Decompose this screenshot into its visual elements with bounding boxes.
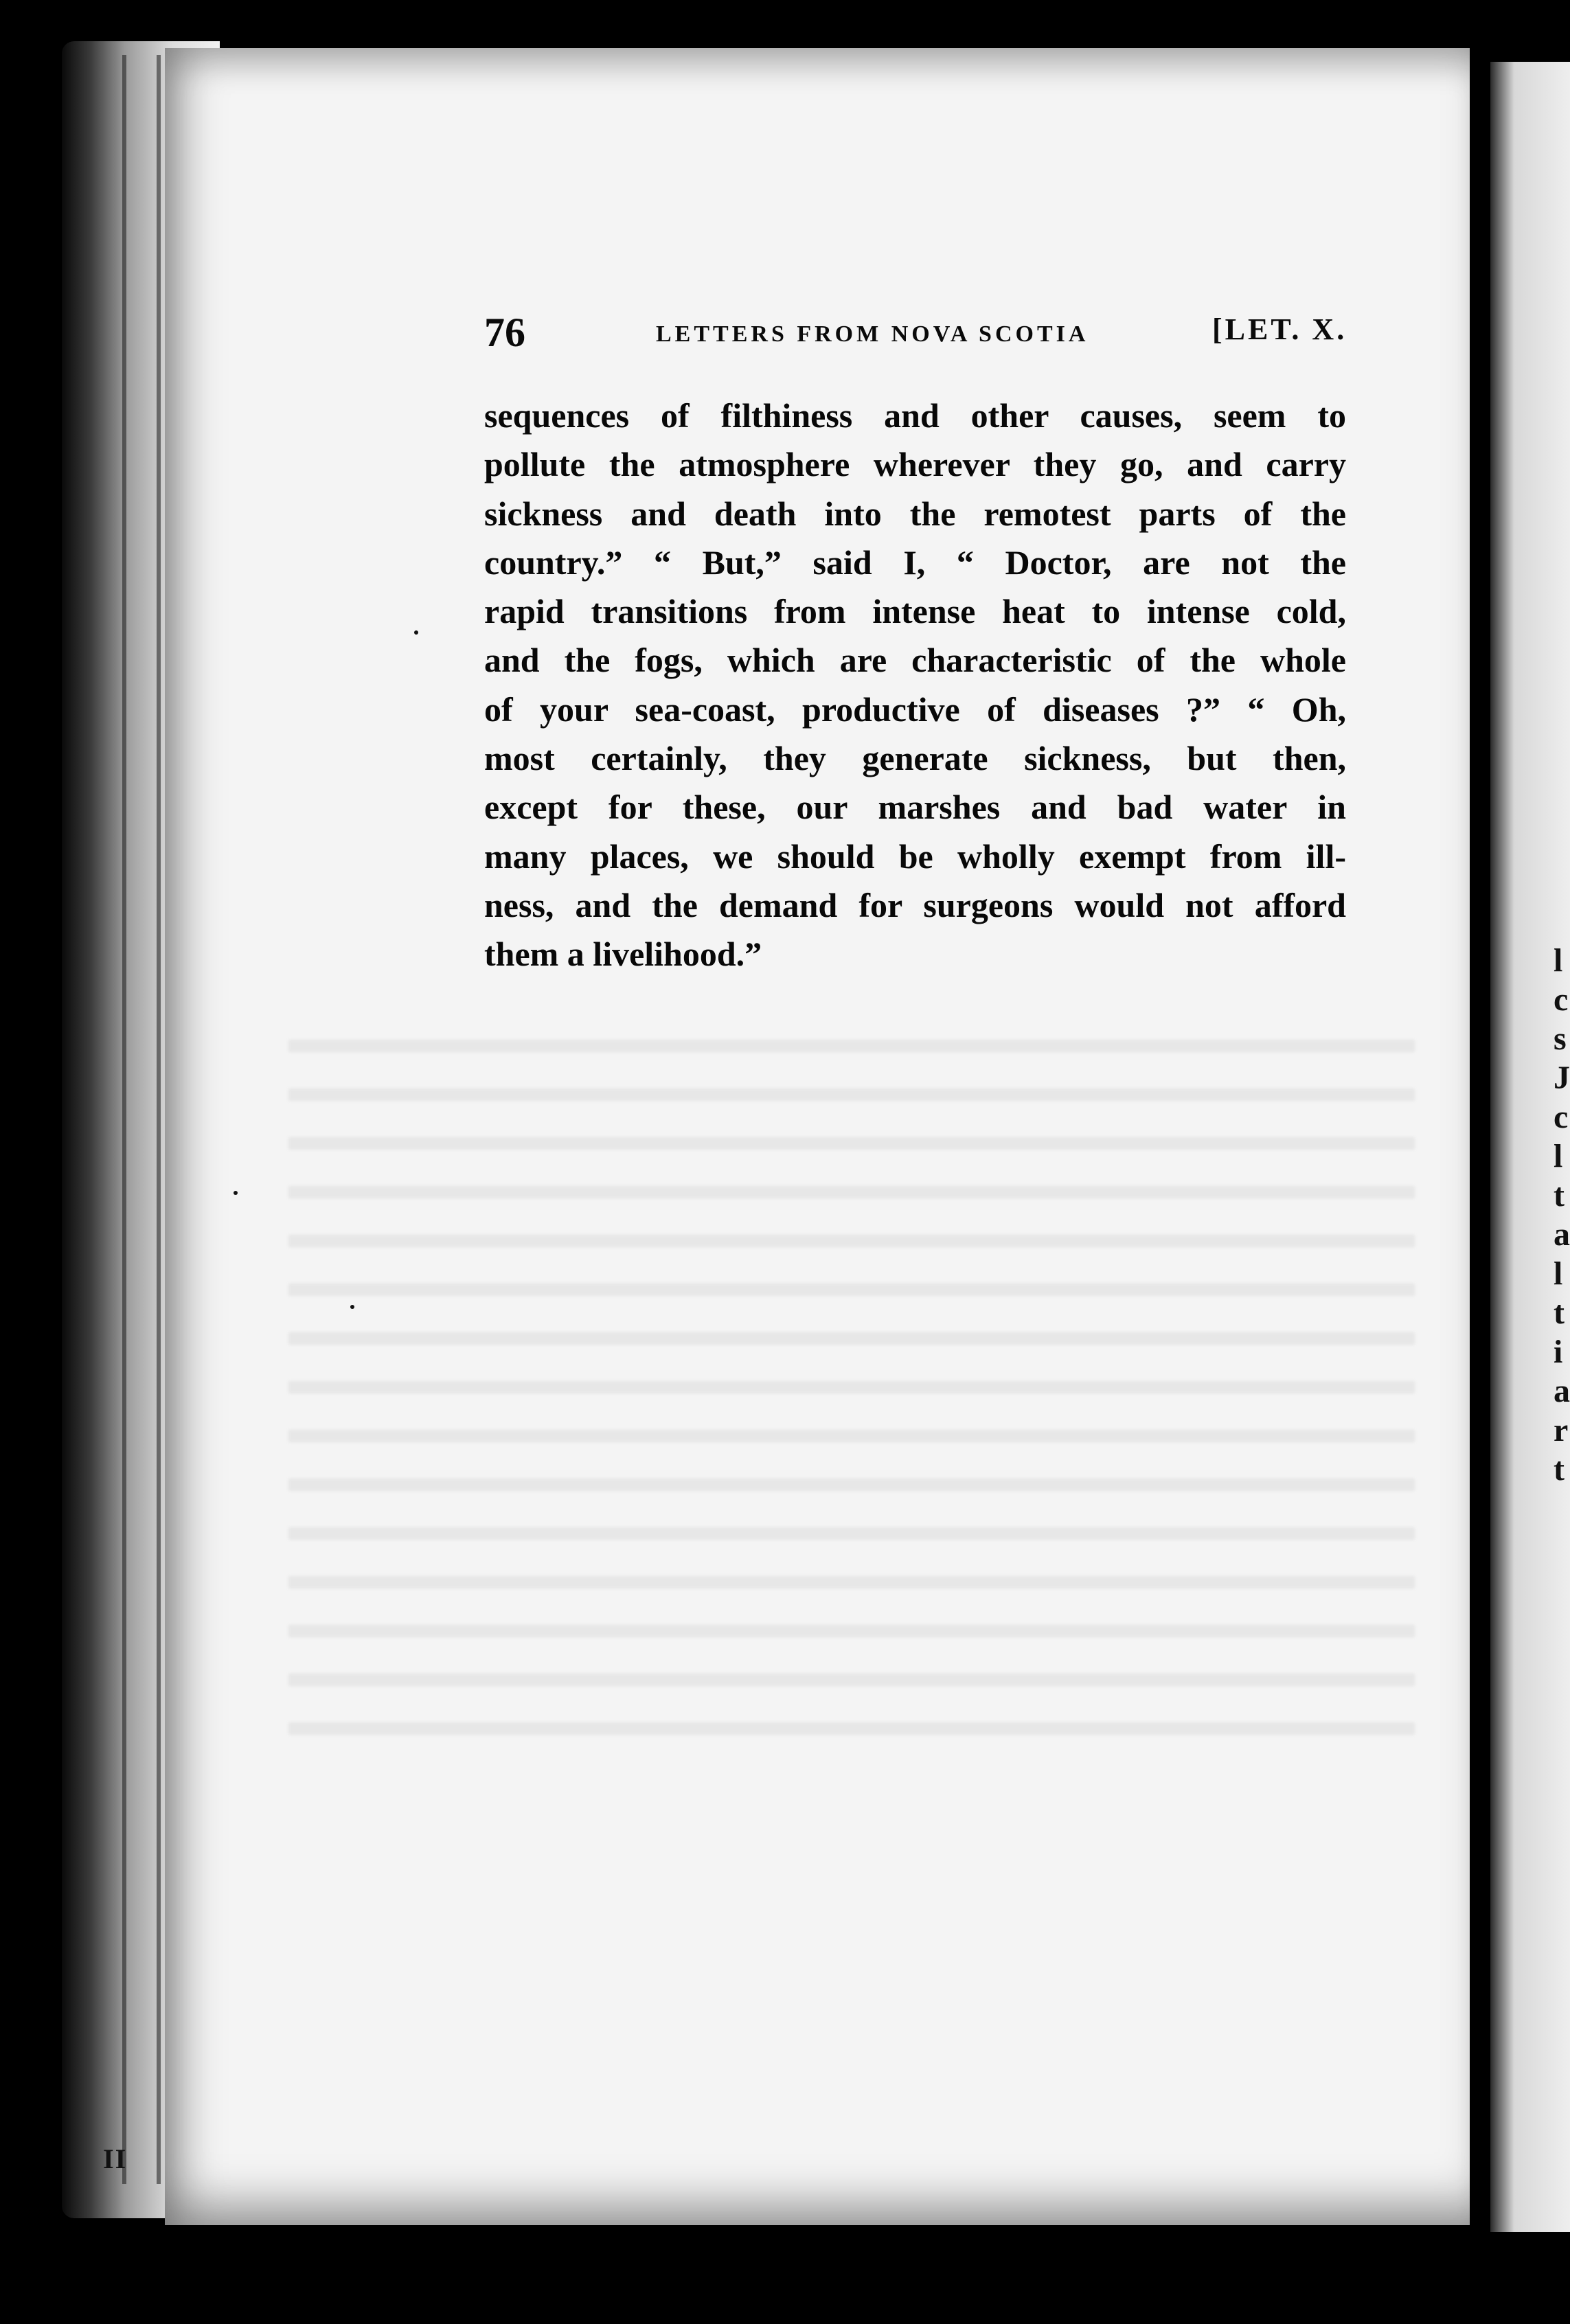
text-line: many places, we should be wholly exempt from ill-	[484, 836, 1346, 876]
show-through-text	[288, 1016, 1415, 1744]
facing-glyph: r	[1554, 1412, 1569, 1448]
facing-glyph: l	[1554, 1255, 1563, 1292]
facing-glyph: l	[1554, 942, 1563, 979]
text-line: except for these, our marshes and bad water in	[484, 788, 1346, 827]
margin-mark: II	[103, 2143, 128, 2174]
page-number: 76	[484, 310, 525, 355]
book-gutter	[1470, 0, 1490, 2324]
facing-glyph: a	[1554, 1216, 1570, 1253]
running-title: LETTERS FROM NOVA SCOTIA	[656, 321, 1089, 347]
text-line: most certainly, they generate sickness, but then,	[484, 739, 1346, 778]
ink-speck	[414, 630, 418, 635]
text-line: of your sea-coast, productive of diseases ?” “ Oh,	[484, 690, 1346, 729]
text-line: country.” “ But,” said I, “ Doctor, are not the	[484, 543, 1346, 582]
ink-speck	[234, 1191, 238, 1195]
facing-glyph: t	[1554, 1177, 1565, 1214]
text-line: rapid transitions from intense heat to intense cold,	[484, 592, 1346, 631]
facing-glyph: i	[1554, 1334, 1563, 1370]
running-head	[484, 309, 1377, 364]
body-text	[484, 391, 1346, 979]
page-edge-line	[122, 55, 126, 2184]
facing-glyph: c	[1554, 981, 1569, 1018]
facing-glyph: l	[1554, 1138, 1563, 1174]
ink-speck	[350, 1305, 354, 1309]
text-line: sequences of filthiness and other causes, seem to	[484, 396, 1346, 435]
letter-number: [LET. X.	[1212, 312, 1347, 346]
facing-glyph: s	[1554, 1021, 1567, 1057]
facing-glyph: J	[1554, 1060, 1570, 1096]
text-line: sickness and death into the remotest parts of the	[484, 494, 1346, 533]
text-line: pollute the atmosphere wherever they go, and carry	[484, 445, 1346, 484]
text-line: and the fogs, which are characteristic of the whole	[484, 641, 1346, 680]
page-edge-line	[157, 55, 161, 2184]
facing-glyph: c	[1554, 1099, 1569, 1135]
facing-glyph: a	[1554, 1373, 1570, 1409]
facing-glyph: t	[1554, 1295, 1565, 1331]
facing-glyph: t	[1554, 1451, 1565, 1488]
facing-page-text	[1554, 941, 1570, 1489]
text-line: them a livelihood.”	[484, 935, 762, 974]
text-line: ness, and the demand for surgeons would not afford	[484, 885, 1346, 924]
